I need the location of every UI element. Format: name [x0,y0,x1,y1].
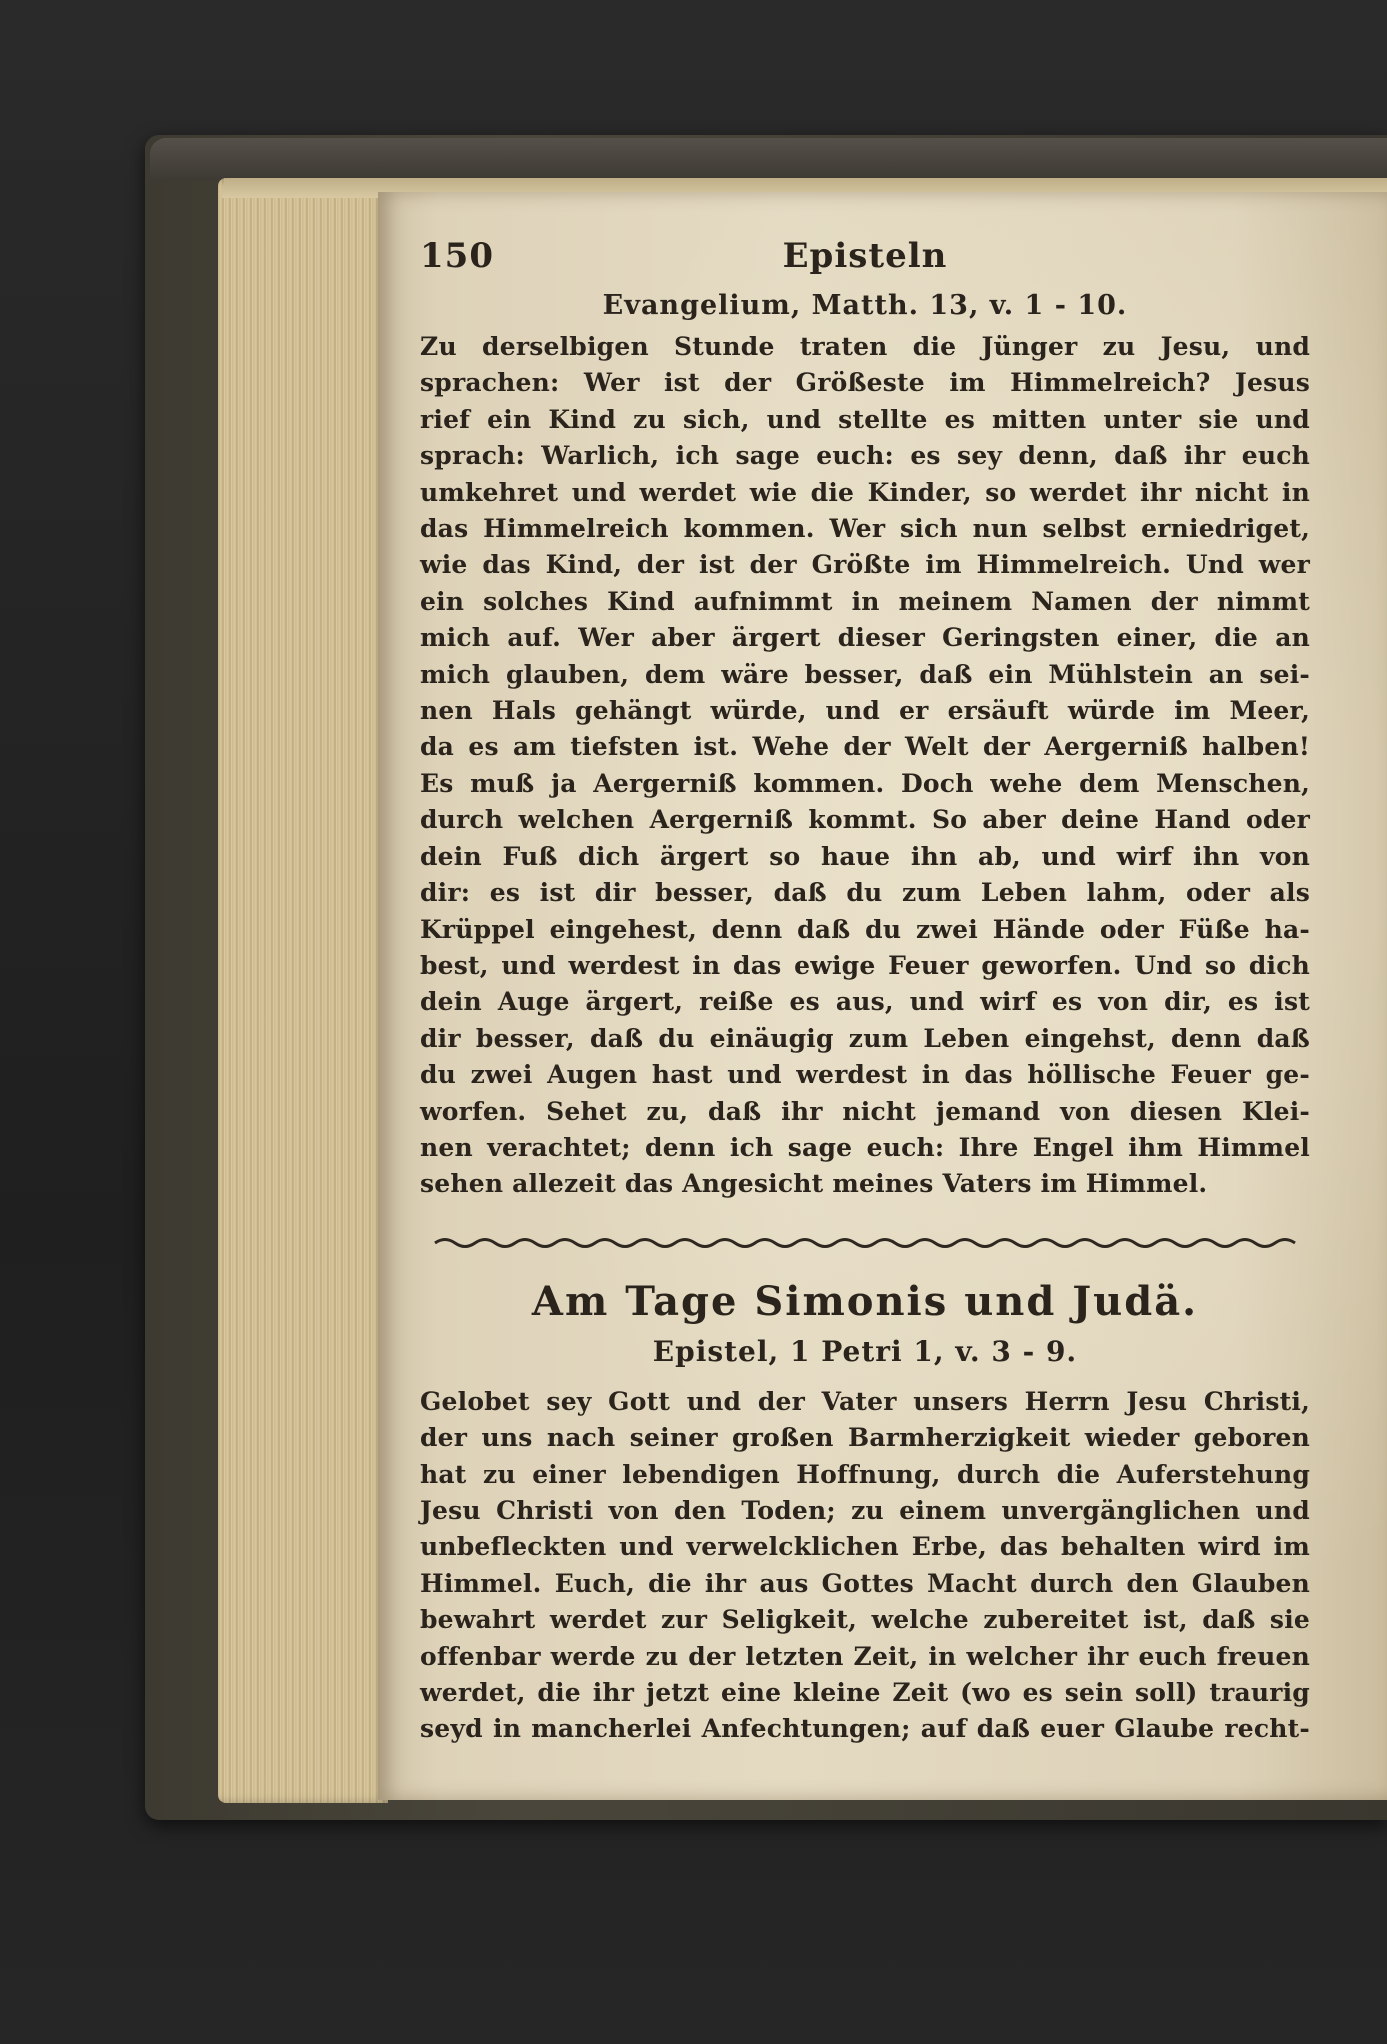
text-line: Krüppel eingehest, denn daß du zwei Hände oder Füße ha- [420,914,1310,944]
text-line: offenbar werde zu der letzten Zeit, in welcher ihr euch freuen [420,1641,1310,1671]
text-line: du zwei Augen hast und werdest in das höllische Feuer ge- [420,1060,1310,1090]
epistle-text [420,1384,1310,1748]
text-line: sprachen: Wer ist der Größeste im Himmelreich? Jesus [420,368,1310,398]
text-line: das Himmelreich kommen. Wer sich nun selbst erniedriget, [420,514,1310,544]
text-line: der uns nach seiner großen Barmherzigkeit wieder geboren [420,1423,1310,1453]
text-line: dein Auge ärgert, reiße es aus, und wirf es von dir, es ist [420,987,1310,1017]
text-line: worfen. Sehet zu, daß ihr nicht jemand von diesen Klei- [420,1096,1310,1126]
page-header [420,212,1310,290]
text-line: durch welchen Aergerniß kommt. So aber deine Hand oder [420,805,1310,835]
text-line: nen Hals gehängt würde, und er ersäuft würde im Meer, [420,696,1310,726]
text-line: Es muß ja Aergerniß kommen. Doch wehe dem Menschen, [420,768,1310,798]
text-line: seyd in mancherlei Anfechtungen; auf daß euer Glaube recht- [420,1714,1310,1744]
running-title: Episteln [782,236,948,276]
text-line: Gelobet sey Gott und der Vater unsers Herrn Jesu Christi, [420,1386,1310,1416]
text-line: sprach: Warlich, ich sage euch: es sey denn, daß ihr euch [420,441,1310,471]
page-content [420,212,1310,1748]
feast-title: Am Tage Simonis und Judä. [531,1277,1199,1325]
text-line: dir besser, daß du einäugig zum Leben eingehst, denn daß [420,1023,1310,1053]
book-page [378,192,1387,1800]
text-line: mich auf. Wer aber ärgert dieser Geringsten einer, die an [420,623,1310,653]
gospel-text [420,329,1310,1203]
text-line: wie das Kind, der ist der Größte im Himmelreich. Und wer [420,550,1310,580]
ornamental-divider [420,1231,1310,1256]
text-line: best, und werdest in das ewige Feuer geworfen. Und so dich [420,950,1310,980]
page-edges [218,178,388,1803]
text-line: dein Fuß dich ärgert so haue ihn ab, und wirf ihn von [420,841,1310,871]
text-line: da es am tiefsten ist. Wehe der Welt der Aergerniß halben! [420,732,1310,762]
gospel-heading: Evangelium, Matth. 13, v. 1 - 10. [602,290,1128,321]
text-line: mich glauben, dem wäre besser, daß ein Mühlstein an sei- [420,659,1310,689]
text-line: sehen allezeit das Angesicht meines Vaters im Himmel. [420,1169,1208,1199]
text-line: Jesu Christi von den Toden; zu einem unvergänglichen und [420,1495,1310,1525]
text-line: bewahrt werdet zur Seligkeit, welche zubereitet ist, daß sie [420,1605,1310,1635]
feast-reference: Epistel, 1 Petri 1, v. 3 - 9. [652,1334,1078,1368]
text-line: umkehret und werdet wie die Kinder, so werdet ihr nicht in [420,477,1310,507]
book-cover-top-edge [150,138,1387,180]
text-line: ein solches Kind aufnimmt in meinem Namen der nimmt [420,586,1310,616]
text-line: Zu derselbigen Stunde traten die Jünger zu Jesu, und [420,332,1310,361]
text-line: werdet, die ihr jetzt eine kleine Zeit (wo es sein soll) traurig [420,1678,1310,1707]
text-line: dir: es ist dir besser, daß du zum Leben lahm, oder als [420,878,1310,908]
text-line: rief ein Kind zu sich, und stellte es mitten unter sie und [420,404,1310,434]
text-line: Himmel. Euch, die ihr aus Gottes Macht durch den Glauben [420,1568,1310,1598]
text-line: hat zu einer lebendigen Hoffnung, durch die Auferstehung [420,1459,1310,1489]
wavy-rule-icon [425,1236,1305,1250]
text-line: nen verachtet; denn ich sage euch: Ihre Engel ihm Himmel [420,1132,1310,1162]
page-number: 150 [420,236,494,276]
text-line: unbefleckten und verwelcklichen Erbe, das behalten wird im [420,1532,1310,1562]
